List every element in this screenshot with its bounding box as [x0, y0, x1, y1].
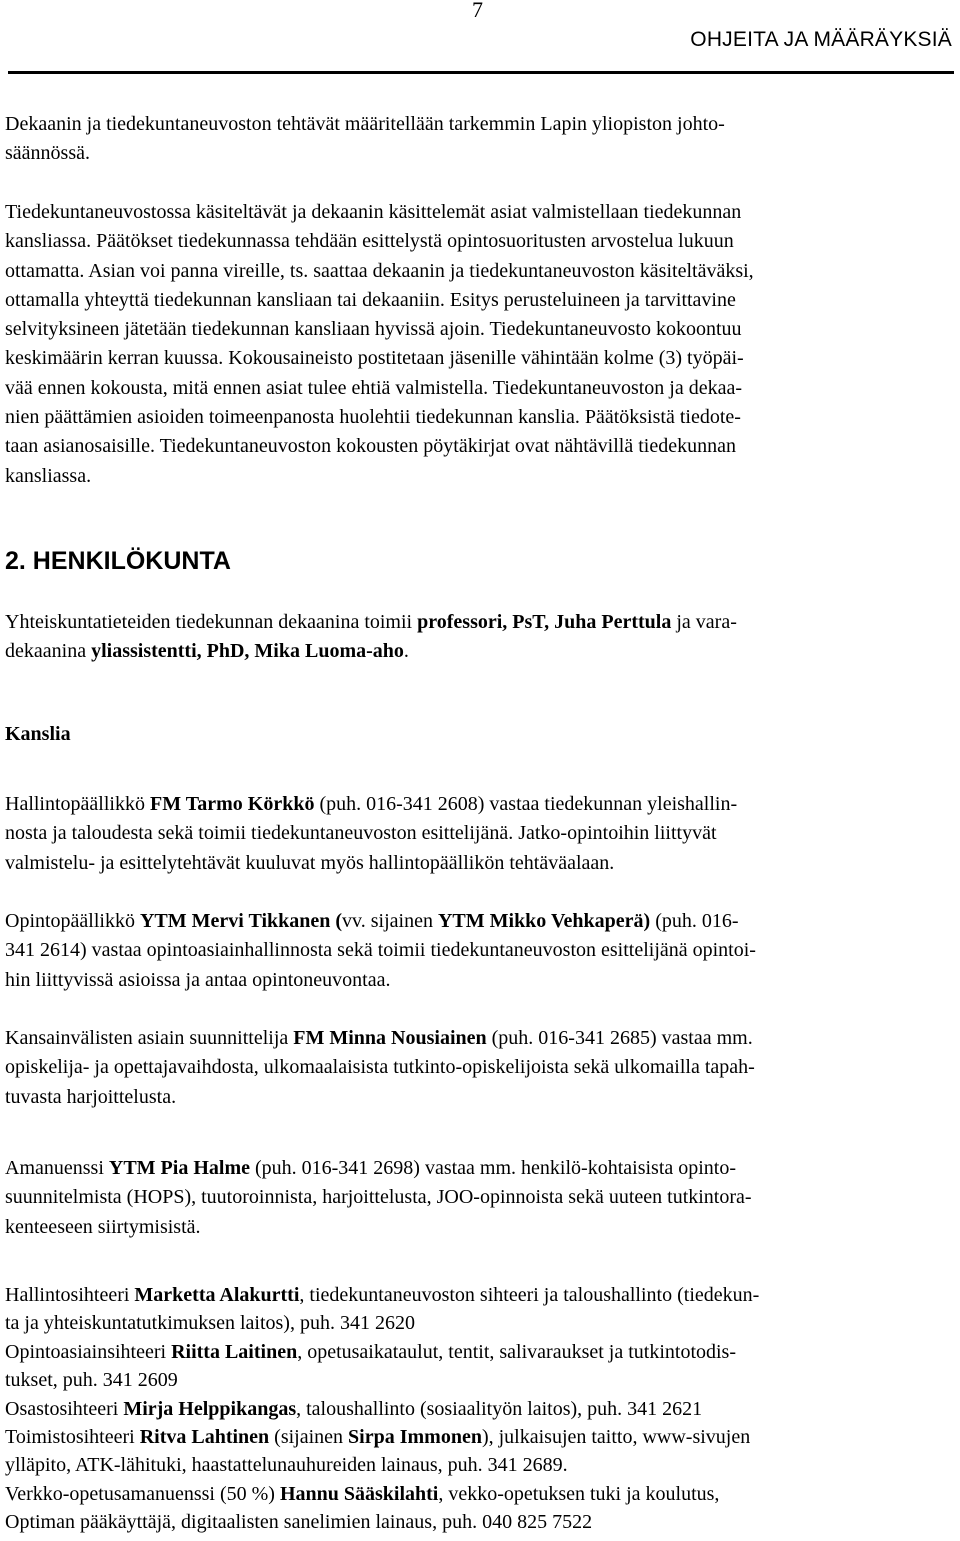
text-line: suunnitelmista (HOPS), tuutoroinnista, harjoittelusta, JOO-opinnoista sekä uuteen tutkintora-: [5, 1186, 752, 1209]
text-line: Hallintosihteeri Marketta Alakurtti, tiedekuntaneuvoston sihteeri ja taloushallinto (tiedekun-: [5, 1284, 760, 1306]
opintopaallikko-paragraph: [5, 907, 951, 995]
text-line: ylläpito, ATK-lähituki, haastattelunauhureiden lainaus, puh. 341 2689.: [5, 1454, 568, 1477]
section-heading-henkilokunta: 2. HENKILÖKUNTA: [5, 547, 231, 575]
text-line: Opintoasiainsihteeri Riitta Laitinen, opetusaikataulut, tentit, salivaraukset ja tutkintotodis-: [5, 1340, 737, 1363]
text-line: valmistelu- ja esittelytehtävät kuuluvat myös hallintopäällikön tehtäväalaan.: [5, 851, 615, 874]
text-line: hin liittyvissä asioissa ja antaa opintoneuvontaa.: [5, 968, 391, 991]
person-name: YTM Mervi Tikkanen (: [139, 910, 343, 932]
text-line: Dekaanin ja tiedekuntaneuvoston tehtävät määritellään tarkemmin Lapin yliopiston johto-: [5, 113, 725, 135]
running-header-title: OHJEITA JA MÄÄRÄYKSIÄ: [690, 28, 952, 51]
text-line: kansliassa. Päätökset tiedekunnassa tehdään esittelystä opintosuoritusten arvostelua lukuun: [5, 230, 734, 253]
text-line: ta ja yhteiskuntatutkimuksen laitos), puh. 341 2620: [5, 1312, 415, 1335]
subheading-kanslia: Kanslia: [5, 723, 71, 745]
header-rule: [8, 71, 954, 74]
text-line: opiskelija- ja opettajavaihdosta, ulkomaalaisista tutkinto-opiskelijoista sekä ulkomailla tapah-: [5, 1056, 755, 1079]
person-name: FM Tarmo Körkkö: [149, 793, 315, 815]
person-name: YTM Mikko Vehkaperä): [437, 910, 651, 932]
text-line: tukset, puh. 341 2609: [5, 1369, 178, 1392]
text-line: dekaanina yliassistentti, PhD, Mika Luoma-aho.: [5, 640, 409, 663]
text-line: Osastosihteeri Mirja Helppikangas, taloushallinto (sosiaalityön laitos), puh. 341 2621: [5, 1397, 703, 1420]
text-line: taan asianosaisille. Tiedekuntaneuvoston kokousten pöytäkirjat ovat nähtävillä tiedekunnan: [5, 435, 736, 458]
person-name: Riitta Laitinen: [171, 1340, 298, 1363]
text-line: vää ennen kokousta, mitä ennen asiat tulee ehtiä valmistella. Tiedekuntaneuvoston ja dekaa-: [5, 376, 743, 399]
staff-list: [5, 1281, 951, 1537]
text-line: säännössä.: [5, 142, 90, 165]
text-line: keskimäärin kerran kuussa. Kokousaineisto postitetaan jäsenille vähintään kolme (3) työpäi-: [5, 347, 744, 370]
person-name: Marketta Alakurtti: [134, 1284, 300, 1306]
text-line: ottamatta. Asian voi panna vireille, ts. saattaa dekaanin ja tiedekuntaneuvoston käsiteltäväksi,: [5, 259, 754, 282]
text-line: Kansainvälisten asiain suunnittelija FM Minna Nousiainen (puh. 016-341 2685) vastaa mm.: [5, 1027, 753, 1049]
text-line: tuvasta harjoittelusta.: [5, 1085, 177, 1108]
text-line: Verkko-opetusamanuenssi (50 %) Hannu Sääskilahti, vekko-opetuksen tuki ja koulutus,: [5, 1482, 720, 1505]
text-line: 341 2614) vastaa opintoasiainhallinnosta sekä toimii tiedekuntaneuvoston esittelijänä opintoi-: [5, 939, 756, 962]
text-line: Yhteiskuntatieteiden tiedekunnan dekaanina toimii professori, PsT, Juha Perttula ja vara-: [5, 611, 737, 633]
text-line: kansliassa.: [5, 464, 92, 487]
text-line: kenteeseen siirtymisistä.: [5, 1215, 201, 1238]
page-number: 7: [472, 0, 483, 22]
person-name: Sirpa Immonen: [348, 1426, 482, 1449]
person-name: FM Minna Nousiainen: [293, 1027, 487, 1049]
text-line: Toimistosihteeri Ritva Lahtinen (sijainen Sirpa Immonen), julkaisujen taitto, www-sivujen: [5, 1426, 751, 1449]
text-line: nien päättämien asioiden toimeenpanosta huolehtii tiedekunnan kanslia. Päätöksistä tiedote-: [5, 406, 741, 429]
text-line: Optiman pääkäyttäjä, digitaalisten sanelimien lainaus, puh. 040 825 7522: [5, 1511, 593, 1534]
amanuenssi-paragraph: [5, 1154, 951, 1242]
person-name: YTM Pia Halme: [108, 1157, 250, 1179]
person-name: Mirja Helppikangas: [123, 1397, 297, 1420]
text-line: Opintopäällikkö YTM Mervi Tikkanen (vv. sijainen YTM Mikko Vehkaperä) (puh. 016-: [5, 910, 739, 932]
text-line: Amanuenssi YTM Pia Halme (puh. 016-341 2698) vastaa mm. henkilö-kohtaisista opinto-: [5, 1157, 737, 1179]
text-line: Tiedekuntaneuvostossa käsiteltävät ja dekaanin käsittelemät asiat valmistellaan tiedekunnan: [5, 201, 742, 223]
person-name: Hannu Sääskilahti: [279, 1482, 439, 1505]
text-line: Hallintopäällikkö FM Tarmo Körkkö (puh. 016-341 2608) vastaa tiedekunnan yleishallin-: [5, 793, 738, 815]
text-line: nosta ja taloudesta sekä toimii tiedekuntaneuvoston esittelijänä. Jatko-opintoihin liittyvät: [5, 822, 717, 845]
hallintopaallikko-paragraph: [5, 790, 951, 878]
person-name: Ritva Lahtinen: [139, 1426, 270, 1449]
text-line: ottamalla yhteyttä tiedekunnan kansliaan tai dekaaniin. Esitys perusteluineen ja tarvittavine: [5, 288, 736, 311]
kansainvalinen-paragraph: [5, 1024, 951, 1112]
dean-name: professori, PsT, Juha Perttula: [417, 611, 672, 633]
text-line: selvityksineen jätetään tiedekunnan kansliaan hyvissä ajoin. Tiedekuntaneuvosto kokoontuu: [5, 318, 742, 341]
intro-paragraph-1: [5, 110, 951, 169]
intro-paragraph-2: [5, 198, 951, 491]
dean-paragraph: [5, 608, 951, 667]
vice-dean-name: yliassistentti, PhD, Mika Luoma-aho: [91, 640, 404, 663]
